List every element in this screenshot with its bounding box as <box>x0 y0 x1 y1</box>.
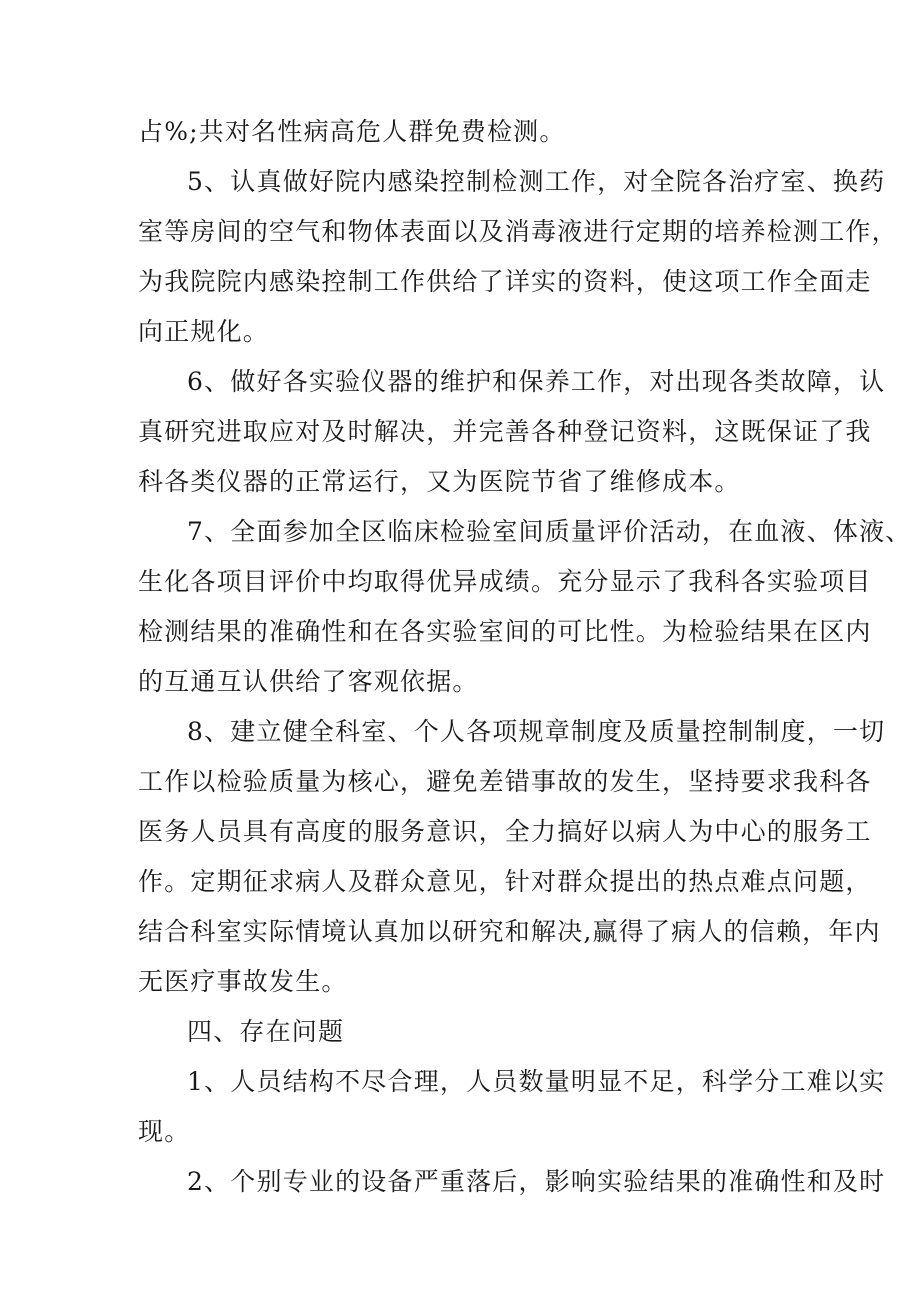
item-5-line-4: 向正规化。 <box>138 317 270 346</box>
item-7-line-1: 7、全面参加全区临床检验室间质量评价活动，在血液、体液、 <box>187 517 912 546</box>
paragraph-line: 占%;共对名性病高危人群免费检测。 <box>138 117 566 146</box>
problem-1-line-2: 现。 <box>138 1117 191 1146</box>
item-8-line-4: 作。定期征求病人及群众意见，针对群众提出的热点难点问题， <box>138 867 872 896</box>
item-8-line-1: 8、建立健全科室、个人各项规章制度及质量控制制度，一切 <box>187 717 886 746</box>
item-7-line-2: 生化各项目评价中均取得优异成绩。充分显示了我科各实验项目 <box>138 567 872 596</box>
item-7-line-3: 检测结果的准确性和在各实验室间的可比性。为检验结果在区内 <box>138 617 872 646</box>
item-6-line-3: 科各类仪器的正常运行，又为医院节省了维修成本。 <box>138 467 741 496</box>
item-8-line-2: 工作以检验质量为核心，避免差错事故的发生，坚持要求我科各 <box>138 767 872 796</box>
section-heading: 四、存在问题 <box>187 1017 345 1046</box>
item-5-line-2: 室等房间的空气和物体表面以及消毒液进行定期的培养检测工作， <box>138 217 898 246</box>
problem-2-line-1: 2、个别专业的设备严重落后，影响实验结果的准确性和及时 <box>187 1167 886 1196</box>
item-8-line-5: 结合科室实际情境认真加以研究和解决,赢得了病人的信赖，年内 <box>138 917 881 946</box>
item-8-line-3: 医务人员具有高度的服务意识，全力搞好以病人为中心的服务工 <box>138 817 872 846</box>
item-5-line-1: 5、认真做好院内感染控制检测工作，对全院各治疗室、换药 <box>187 167 886 196</box>
item-6-line-2: 真研究进取应对及时解决，并完善各种登记资料，这既保证了我 <box>138 417 872 446</box>
item-8-line-6: 无医疗事故发生。 <box>138 967 348 996</box>
item-6-line-1: 6、做好各实验仪器的维护和保养工作，对出现各类故障，认 <box>187 367 886 396</box>
problem-1-line-1: 1、人员结构不尽合理，人员数量明显不足，科学分工难以实 <box>187 1067 886 1096</box>
item-5-line-3: 为我院院内感染控制工作供给了详实的资料，使这项工作全面走 <box>138 267 872 296</box>
item-7-line-4: 的互通互认供给了客观依据。 <box>138 667 479 696</box>
